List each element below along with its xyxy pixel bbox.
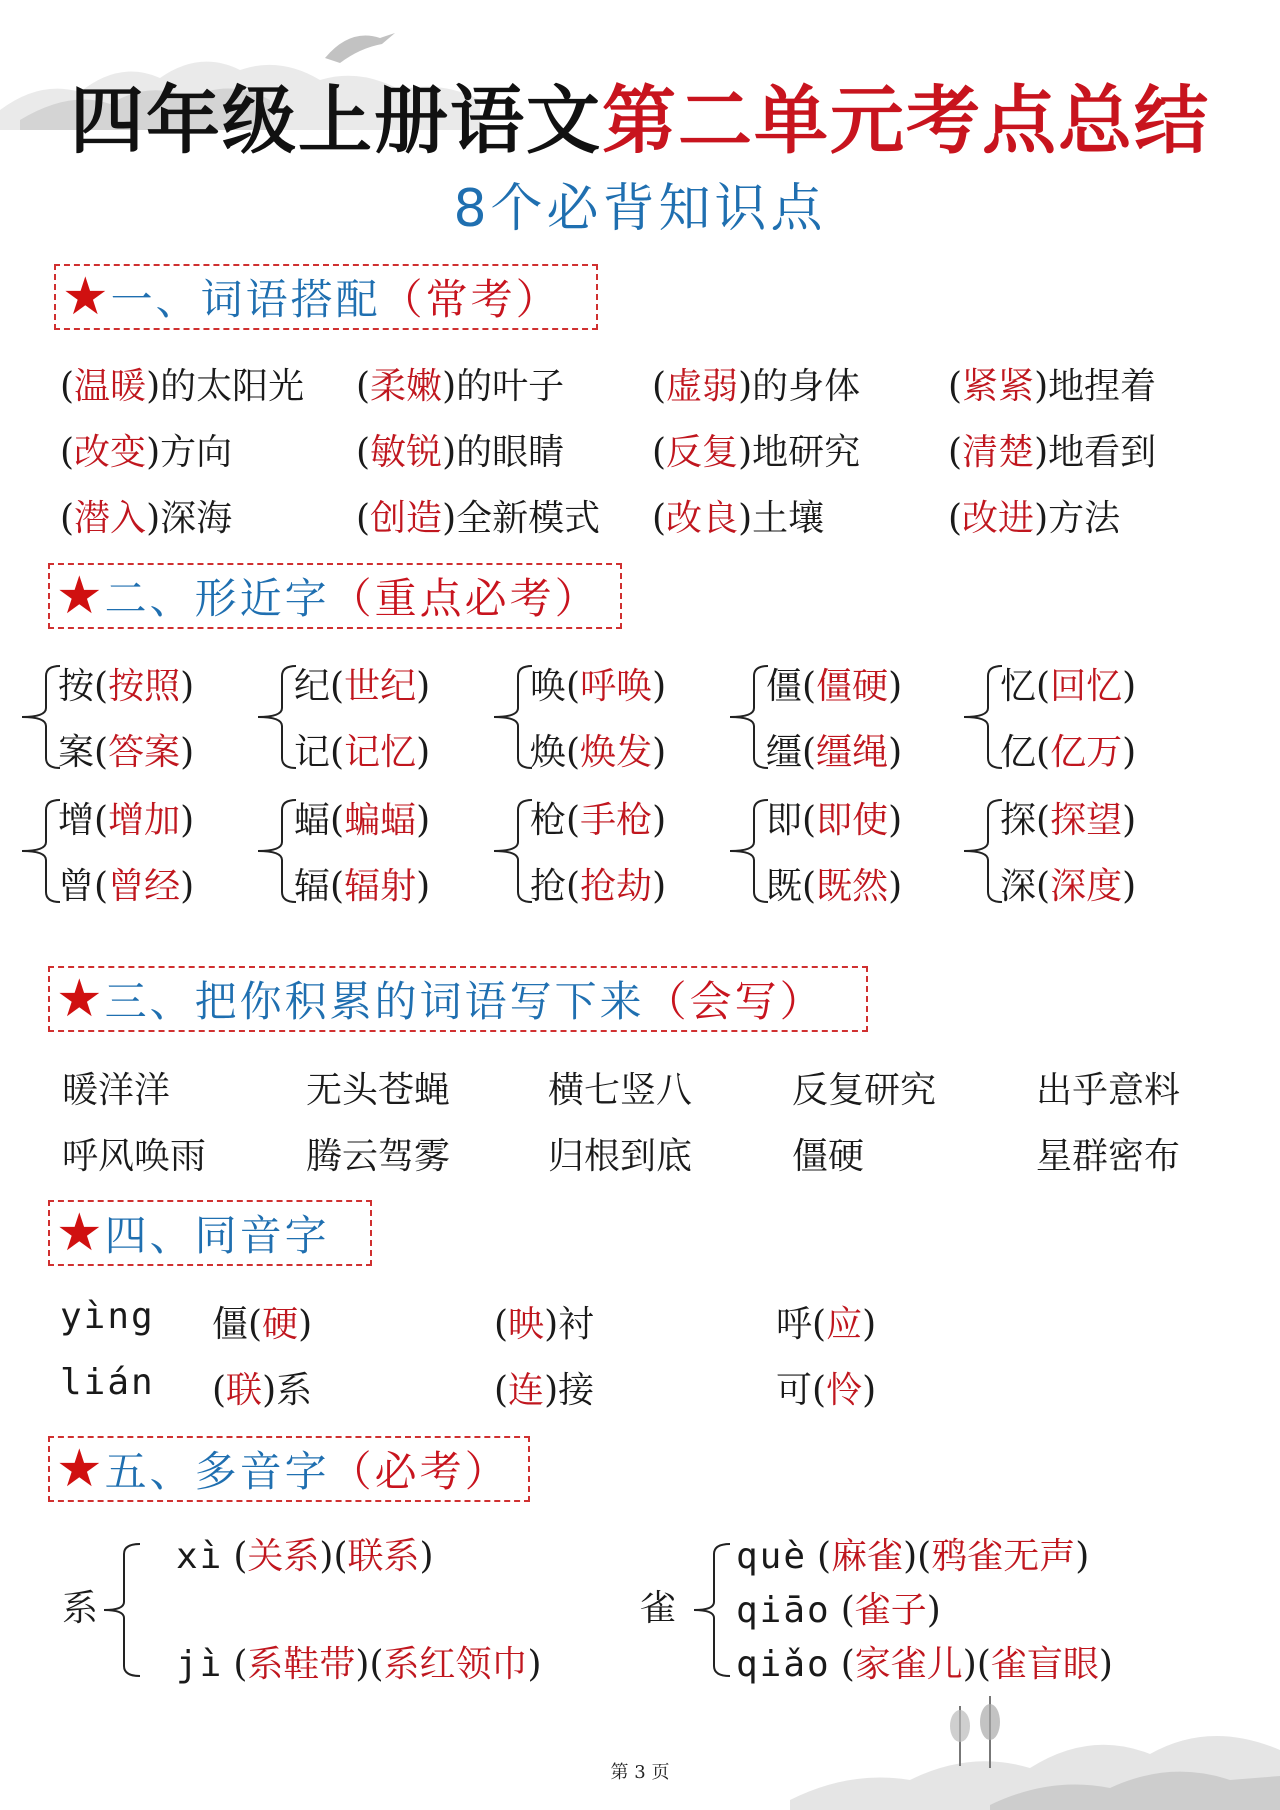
example-word: 呼唤 [580,666,653,707]
similar-char-item [58,724,194,775]
paren: ( [948,366,963,407]
paren: ) [442,498,457,539]
example-word: 即使 [816,800,889,841]
paren: ( [233,1644,248,1685]
paren: ( [330,732,345,773]
answer-char: 联 [226,1370,263,1411]
base-char: 探 [1000,800,1037,841]
similar-char-item [766,658,902,709]
collocation-text: 方向 [160,432,233,473]
section-tag: （重点必考） [329,574,600,623]
suffix-char: 接 [558,1370,595,1411]
collocation-text: 土壤 [752,498,825,539]
page-number: 第 3 页 [610,1762,670,1783]
paren: ( [248,1304,263,1345]
homophone-item [776,1362,876,1413]
paren: ( [1036,732,1051,773]
similar-char-item [1000,724,1136,775]
star-icon: ★ [56,969,103,1029]
prefix-char: 可 [776,1370,813,1411]
paren: ( [356,498,371,539]
paren: ( [566,732,581,773]
example-word: 系红领巾 [383,1644,528,1685]
polyphone-reading [176,1528,434,1579]
paren: ) [146,432,161,473]
paren: ( [840,1644,855,1685]
section-heading-polyphones [48,1436,530,1502]
answer-char: 连 [508,1370,545,1411]
paren: ( [802,666,817,707]
paren: ( [802,866,817,907]
example-word: 增加 [108,800,181,841]
paren: ( [94,800,109,841]
example-word: 缰绳 [816,732,889,773]
example-word: 系鞋带 [247,1644,356,1685]
similar-char-item [1000,792,1136,843]
base-char: 辐 [294,866,331,907]
paren: ) [738,366,753,407]
paren: ) [544,1370,559,1411]
example-word: 鸦雀无声 [931,1536,1076,1577]
title-red: 第二单元考点总结 [602,78,1210,164]
base-char: 抢 [530,866,567,907]
example-word: 曾经 [108,866,181,907]
paren: ) [1075,1536,1090,1577]
page-title [0,62,1280,168]
homophone-item [212,1362,312,1413]
section-title: 一、词语搭配 [110,275,381,324]
prefix-char: 呼 [776,1304,813,1345]
paren: ) [888,666,903,707]
paren: ) [319,1536,334,1577]
paren: ) [1034,366,1049,407]
collocation-text: 的身体 [752,366,861,407]
star-icon: ★ [62,267,109,327]
paren: ) [926,1590,941,1631]
collocation-text: 深海 [160,498,233,539]
collocation-text: 地看到 [1048,432,1157,473]
polyphone-char: 雀 [640,1588,677,1629]
section-heading-similar-chars [48,563,622,629]
pinyin: xì [176,1536,224,1577]
word-item: 腾云驾雾 [306,1136,451,1177]
word-item: 横七竖八 [548,1070,693,1111]
word-item: 无头苍蝇 [306,1070,451,1111]
section-title: 五、多音字 [104,1447,330,1496]
section-tag: （常考） [380,275,561,324]
brace-icon [488,662,536,772]
collocation-item [356,358,564,409]
paren: ( [494,1370,509,1411]
paren: ) [652,666,667,707]
brace-icon [724,796,772,906]
word-item: 星群密布 [1036,1136,1181,1177]
paren: ( [812,1370,827,1411]
base-char: 按 [58,666,95,707]
paren: ) [1034,498,1049,539]
similar-char-item [58,658,194,709]
section-tag: （必考） [329,1447,510,1496]
paren: ) [416,866,431,907]
paren: ) [652,866,667,907]
paren: ( [802,732,817,773]
brace-icon [724,662,772,772]
similar-char-item [1000,858,1136,909]
paren: ) [903,1536,918,1577]
paren: ) [442,432,457,473]
section-title: 二、形近字 [104,574,330,623]
example-word: 手枪 [580,800,653,841]
answer-word: 虚弱 [666,366,739,407]
paren: ) [262,1370,277,1411]
paren: ( [233,1536,248,1577]
prefix-char: 僵 [212,1304,249,1345]
paren: ) [1098,1644,1113,1685]
polyphone-char: 系 [62,1588,99,1629]
example-word: 雀子 [854,1590,927,1631]
base-char: 深 [1000,866,1037,907]
word-item: 僵硬 [792,1136,865,1177]
paren: ( [1036,666,1051,707]
paren: ( [330,800,345,841]
similar-char-item [530,792,666,843]
answer-word: 敏锐 [370,432,443,473]
example-word: 世纪 [344,666,417,707]
similar-char-item [766,724,902,775]
similar-char-item [294,858,430,909]
page-subtitle: 8个必背知识点 [453,179,827,239]
paren: ( [812,1304,827,1345]
homophone-item [776,1296,876,1347]
paren: ) [355,1644,370,1685]
example-word: 回忆 [1050,666,1123,707]
homophone-item [212,1296,312,1347]
collocation-text: 地捏着 [1048,366,1157,407]
pinyin: yìng [60,1296,155,1337]
base-char: 亿 [1000,732,1037,773]
paren: ) [862,1304,877,1345]
example-word: 僵硬 [816,666,889,707]
answer-word: 潜入 [74,498,147,539]
paren: ( [840,1590,855,1631]
example-word: 焕发 [580,732,653,773]
pinyin: qiāo [736,1590,831,1631]
answer-word: 温暖 [74,366,147,407]
paren: ) [146,366,161,407]
base-char: 增 [58,800,95,841]
star-icon: ★ [56,1439,103,1499]
brace-icon [958,662,1006,772]
paren: ) [738,498,753,539]
collocation-text: 的太阳光 [160,366,305,407]
answer-char: 映 [508,1304,545,1345]
base-char: 纪 [294,666,331,707]
collocation-item [60,490,232,541]
paren: ( [494,1304,509,1345]
pinyin: lián [60,1362,155,1403]
answer-word: 改进 [962,498,1035,539]
paren: ( [60,366,75,407]
section-heading-homophones [48,1200,372,1266]
similar-char-item [294,658,430,709]
similar-char-item [530,724,666,775]
suffix-char: 系 [276,1370,313,1411]
answer-char: 应 [826,1304,863,1345]
title-black: 四年级上册语文 [70,78,602,164]
example-word: 辐射 [344,866,417,907]
answer-word: 柔嫩 [370,366,443,407]
pinyin: jì [176,1644,224,1685]
base-char: 曾 [58,866,95,907]
paren: ( [330,666,345,707]
example-word: 按照 [108,666,181,707]
base-char: 即 [766,800,803,841]
paren: ( [652,498,667,539]
paren: ) [419,1536,434,1577]
paren: ( [817,1536,832,1577]
paren: ) [298,1304,313,1345]
collocation-text: 地研究 [752,432,861,473]
example-word: 探望 [1050,800,1123,841]
similar-char-item [1000,658,1136,709]
example-word: 联系 [347,1536,420,1577]
example-word: 麻雀 [831,1536,904,1577]
collocation-text: 的叶子 [456,366,565,407]
answer-word: 改变 [74,432,147,473]
homophone-item [494,1296,594,1347]
paren: ) [416,800,431,841]
paren: ( [94,666,109,707]
similar-char-item [58,858,194,909]
collocation-item [948,424,1156,475]
paren: ) [180,732,195,773]
answer-word: 清楚 [962,432,1035,473]
section-heading-collocations [54,264,598,330]
paren: ) [180,800,195,841]
base-char: 案 [58,732,95,773]
section-title: 四、同音字 [104,1211,330,1260]
base-char: 焕 [530,732,567,773]
similar-char-item [766,792,902,843]
paren: ) [652,732,667,773]
answer-word: 改良 [666,498,739,539]
paren: ( [976,1644,991,1685]
example-word: 深度 [1050,866,1123,907]
homophone-item [494,1362,594,1413]
section-heading-words [48,966,868,1032]
paren: ) [442,366,457,407]
similar-char-item [294,792,430,843]
paren: ) [888,732,903,773]
paren: ) [416,732,431,773]
collocation-item [60,424,232,475]
mountain-decoration-bottom-right [790,1680,1280,1810]
pinyin: què [736,1536,808,1577]
brace-icon [958,796,1006,906]
collocation-text: 方法 [1048,498,1121,539]
similar-char-item [58,792,194,843]
paren: ( [948,498,963,539]
paren: ( [356,432,371,473]
collocation-item [356,490,600,541]
paren: ) [738,432,753,473]
collocation-text: 全新模式 [456,498,601,539]
paren: ) [1034,432,1049,473]
similar-char-item [294,724,430,775]
brace-icon [16,662,64,772]
paren: ( [333,1536,348,1577]
paren: ) [1122,732,1137,773]
base-char: 忆 [1000,666,1037,707]
paren: ( [356,366,371,407]
example-word: 答案 [108,732,181,773]
base-char: 缰 [766,732,803,773]
paren: ) [652,800,667,841]
answer-char: 怜 [826,1370,863,1411]
paren: ) [544,1304,559,1345]
brace-icon [16,796,64,906]
base-char: 枪 [530,800,567,841]
word-item: 出乎意料 [1036,1070,1181,1111]
similar-char-item [530,858,666,909]
brace-icon [690,1540,734,1680]
paren: ( [369,1644,384,1685]
paren: ) [180,666,195,707]
collocation-item [356,424,564,475]
paren: ) [888,800,903,841]
base-char: 既 [766,866,803,907]
collocation-item [948,358,1156,409]
base-char: 记 [294,732,331,773]
paren: ( [94,866,109,907]
paren: ) [1122,866,1137,907]
word-item: 呼风唤雨 [62,1136,207,1177]
answer-word: 反复 [666,432,739,473]
star-icon: ★ [56,566,103,626]
example-word: 家雀儿 [854,1644,963,1685]
paren: ) [416,666,431,707]
paren: ( [948,432,963,473]
polyphone-reading [736,1582,941,1633]
paren: ) [180,866,195,907]
example-word: 亿万 [1050,732,1123,773]
similar-char-item [530,658,666,709]
paren: ( [566,866,581,907]
paren: ) [862,1370,877,1411]
polyphone-reading [736,1528,1089,1579]
paren: ) [888,866,903,907]
word-item: 反复研究 [792,1070,937,1111]
paren: ) [146,498,161,539]
brace-icon [488,796,536,906]
paren: ( [1036,866,1051,907]
suffix-char: 衬 [558,1304,595,1345]
star-icon: ★ [56,1203,103,1263]
base-char: 僵 [766,666,803,707]
answer-char: 硬 [262,1304,299,1345]
paren: ( [60,498,75,539]
paren: ( [802,800,817,841]
answer-word: 创造 [370,498,443,539]
polyphone-reading [736,1636,1113,1687]
paren: ( [652,366,667,407]
section-tag: （会写） [644,977,825,1026]
paren: ( [94,732,109,773]
polyphone-reading [176,1636,542,1687]
brace-icon [252,796,300,906]
pinyin: qiǎo [736,1644,831,1685]
base-char: 蝠 [294,800,331,841]
paren: ) [527,1644,542,1685]
example-word: 雀盲眼 [990,1644,1099,1685]
example-word: 记忆 [344,732,417,773]
section-title: 三、把你积累的词语写下来 [104,977,645,1026]
collocation-item [652,358,860,409]
paren: ) [1122,800,1137,841]
paren: ( [60,432,75,473]
paren: ( [330,866,345,907]
example-word: 既然 [816,866,889,907]
collocation-item [652,490,824,541]
example-word: 关系 [247,1536,320,1577]
paren: ( [917,1536,932,1577]
similar-char-item [766,858,902,909]
answer-word: 紧紧 [962,366,1035,407]
example-word: 抢劫 [580,866,653,907]
example-word: 蝙蝠 [344,800,417,841]
word-item: 暖洋洋 [62,1070,171,1111]
collocation-item [60,358,304,409]
paren: ( [566,800,581,841]
word-item: 归根到底 [548,1136,693,1177]
paren: ( [652,432,667,473]
paren: ( [566,666,581,707]
paren: ( [1036,800,1051,841]
paren: ) [962,1644,977,1685]
collocation-item [652,424,860,475]
paren: ( [212,1370,227,1411]
collocation-text: 的眼睛 [456,432,565,473]
brace-icon [252,662,300,772]
base-char: 唤 [530,666,567,707]
paren: ) [1122,666,1137,707]
brace-icon [100,1540,144,1680]
collocation-item [948,490,1120,541]
